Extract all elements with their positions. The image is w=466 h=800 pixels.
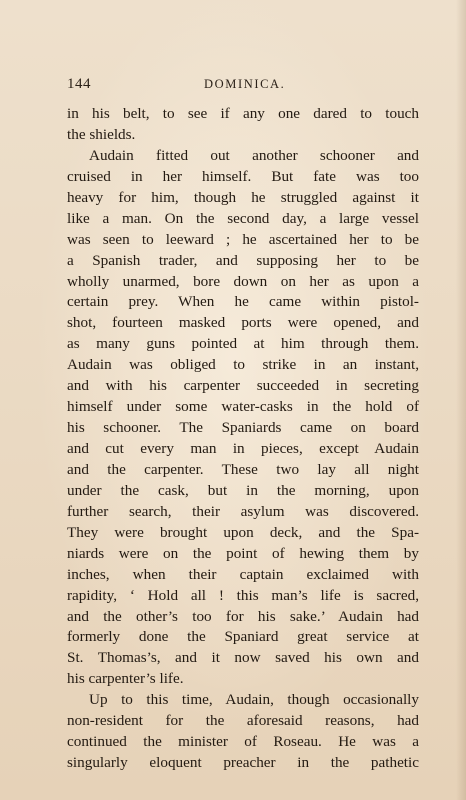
text-line: formerly done the Spaniard great service at <box>67 628 419 646</box>
text-line: the shields. <box>67 125 136 143</box>
text-line: and the carpenter. These two lay all night <box>67 460 419 478</box>
text-line: and with his carpenter succeeded in secreting <box>67 377 419 395</box>
running-title: DOMINICA. <box>204 77 286 91</box>
text-line: shot, fourteen masked ports were opened, and <box>67 314 419 332</box>
text-line: cruised in her himself. But fate was too <box>67 167 419 185</box>
running-head <box>67 76 419 96</box>
text-line: was seen to leeward ; he ascertained her to be <box>67 230 419 248</box>
text-line: himself under some water-casks in the hold of <box>67 398 419 416</box>
text-line: a Spanish trader, and supposing her to be <box>67 251 419 269</box>
text-line: heavy for him, though he struggled against it <box>67 188 419 206</box>
text-line: and the other’s too for his sake.’ Audain had <box>67 607 419 625</box>
text-line: St. Thomas’s, and it now saved his own and <box>67 649 419 667</box>
text-line: and cut every man in pieces, except Audain <box>67 440 419 457</box>
paragraph-first-line: Audain fitted out another schooner and <box>89 146 419 164</box>
text-line: rapidity, ‘ Hold all ! this man’s life is sacred, <box>67 586 419 604</box>
text-line: They were brought upon deck, and the Spa- <box>67 523 419 541</box>
page-number: 144 <box>67 76 91 92</box>
text-line: niards were on the point of hewing them by <box>67 544 419 562</box>
text-line: his schooner. The Spaniards came on board <box>67 419 419 437</box>
text-line: in his belt, to see if any one dared to touch <box>67 105 419 122</box>
text-line: Audain was obliged to strike in an instant, <box>67 356 419 374</box>
text-line: as many guns pointed at him through them. <box>67 335 419 353</box>
text-line: his carpenter’s life. <box>67 670 184 688</box>
text-line: continued the minister of Roseau. He was a <box>67 733 419 751</box>
body-text <box>67 104 419 774</box>
text-line: further search, their asylum was discovered. <box>67 502 419 520</box>
text-line: like a man. On the second day, a large vessel <box>67 209 419 227</box>
paragraph-first-line: Up to this time, Audain, though occasionally <box>89 691 419 709</box>
text-line: certain prey. When he came within pistol- <box>67 293 419 311</box>
text-line: wholly unarmed, bore down on her as upon a <box>67 272 419 290</box>
text-line: singularly eloquent preacher in the pathetic <box>67 754 419 772</box>
text-line: non-resident for the aforesaid reasons, had <box>67 712 419 730</box>
text-line: inches, when their captain exclaimed with <box>67 565 419 583</box>
text-line: under the cask, but in the morning, upon <box>67 481 419 499</box>
